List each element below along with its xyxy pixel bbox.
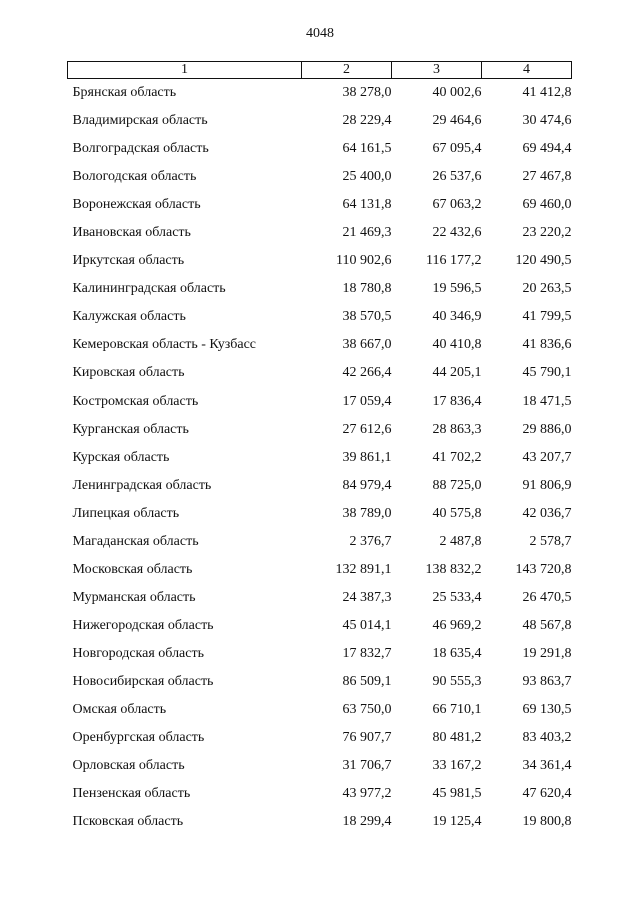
value-cell-col-2: 63 750,0: [342, 702, 392, 718]
value-cell-col-3: 18 635,4: [432, 645, 482, 661]
value-cell-col-4: 26 470,5: [522, 589, 572, 605]
table-row: [68, 472, 572, 500]
table-body: [68, 79, 572, 837]
value-cell-col-2: 110 902,6: [336, 253, 392, 269]
value-cell-col-2: 27 612,6: [342, 421, 392, 437]
value-cell-col-4: 29 886,0: [522, 421, 572, 437]
value-cell-col-3: 17 836,4: [432, 393, 482, 409]
value-cell-col-3: 19 596,5: [432, 281, 482, 297]
column-header-3: 3: [392, 62, 482, 79]
data-table: [67, 61, 572, 836]
value-cell-col-4: 43 207,7: [522, 449, 572, 465]
table-row: [68, 556, 572, 584]
value-cell-col-3: 66 710,1: [432, 702, 482, 718]
value-cell-col-4: 19 291,8: [522, 645, 572, 661]
column-header-1: 1: [68, 62, 302, 79]
table-row: [68, 668, 572, 696]
value-cell-col-2: 17 059,4: [342, 393, 392, 409]
value-cell-col-2: 38 278,0: [342, 85, 392, 101]
region-name-cell: Иркутская область: [72, 253, 185, 269]
value-cell-col-2: 84 979,4: [342, 477, 392, 493]
value-cell-col-4: 20 263,5: [522, 281, 572, 297]
value-cell-col-4: 47 620,4: [522, 786, 572, 802]
value-cell-col-2: 38 789,0: [342, 505, 392, 521]
table-row: [68, 388, 572, 416]
value-cell-col-2: 38 667,0: [342, 337, 392, 353]
value-cell-col-2: 18 299,4: [342, 814, 392, 830]
value-cell-col-2: 45 014,1: [342, 617, 392, 633]
table-row: [68, 780, 572, 808]
region-name-cell: Вологодская область: [72, 169, 197, 185]
value-cell-col-3: 22 432,6: [432, 225, 482, 241]
table-header: [68, 62, 572, 79]
value-cell-col-4: 42 036,7: [522, 505, 572, 521]
value-cell-col-3: 26 537,6: [432, 169, 482, 185]
region-name-cell: Московская область: [72, 561, 193, 577]
value-cell-col-4: 41 799,5: [522, 309, 572, 325]
region-name-cell: Воронежская область: [72, 197, 201, 213]
value-cell-col-4: 48 567,8: [522, 617, 572, 633]
value-cell-col-4: 83 403,2: [522, 730, 572, 746]
table-row: [68, 163, 572, 191]
value-cell-col-2: 24 387,3: [342, 589, 392, 605]
table-row: [68, 79, 572, 108]
table-row: [68, 275, 572, 303]
value-cell-col-3: 19 125,4: [432, 814, 482, 830]
value-cell-col-2: 86 509,1: [342, 674, 392, 689]
value-cell-col-2: 17 832,7: [342, 645, 392, 661]
value-cell-col-4: 120 490,5: [515, 253, 572, 269]
region-name-cell: Пензенская область: [72, 786, 191, 802]
table-row: [68, 359, 572, 387]
value-cell-col-2: 25 400,0: [342, 169, 392, 185]
value-cell-col-3: 45 981,5: [432, 786, 482, 802]
region-name-cell: Ивановская область: [72, 225, 191, 241]
table-row: [68, 219, 572, 247]
value-cell-col-4: 18 471,5: [522, 393, 572, 409]
value-cell-col-3: 88 725,0: [432, 477, 482, 493]
value-cell-col-4: 69 130,5: [522, 702, 572, 718]
value-cell-col-2: 76 907,7: [342, 730, 392, 746]
value-cell-col-4: 91 806,9: [522, 477, 572, 493]
region-name-cell: Брянская область: [72, 85, 177, 101]
value-cell-col-3: 41 702,2: [432, 449, 482, 465]
table-row: [68, 724, 572, 752]
region-name-cell: Новосибирская область: [72, 674, 214, 689]
value-cell-col-4: 143 720,8: [515, 561, 572, 577]
table-row: [68, 528, 572, 556]
value-cell-col-4: 34 361,4: [522, 758, 572, 774]
value-cell-col-2: 18 780,8: [342, 281, 392, 297]
value-cell-col-3: 33 167,2: [432, 758, 482, 774]
value-cell-col-2: 28 229,4: [342, 113, 392, 129]
value-cell-col-4: 41 412,8: [522, 85, 572, 101]
value-cell-col-4: 27 467,8: [522, 169, 572, 185]
region-name-cell: Курская область: [72, 449, 170, 465]
table-row: [68, 612, 572, 640]
value-cell-col-4: 69 494,4: [522, 141, 572, 157]
region-name-cell: Новгородская область: [72, 645, 204, 661]
table-row: [68, 331, 572, 359]
value-cell-col-2: 43 977,2: [342, 786, 392, 802]
value-cell-col-2: 39 861,1: [342, 449, 392, 465]
table-row: [68, 752, 572, 780]
value-cell-col-3: 80 481,2: [432, 730, 482, 746]
region-name-cell: Нижегородская область: [72, 617, 214, 633]
table-row: [68, 584, 572, 612]
page-number: 4048: [306, 26, 334, 41]
region-name-cell: Калининградская область: [72, 281, 226, 297]
value-cell-col-3: 28 863,3: [432, 421, 482, 437]
value-cell-col-3: 40 410,8: [432, 337, 482, 353]
region-name-cell: Псковская область: [72, 814, 184, 830]
value-cell-col-4: 69 460,0: [522, 197, 572, 213]
table-row: [68, 808, 572, 836]
table-row: [68, 135, 572, 163]
region-name-cell: Кировская область: [72, 365, 185, 381]
value-cell-col-3: 40 346,9: [432, 309, 482, 325]
header-row: [68, 62, 572, 79]
value-cell-col-3: 67 063,2: [432, 197, 482, 213]
region-name-cell: Ленинградская область: [72, 477, 212, 493]
value-cell-col-2: 21 469,3: [342, 225, 392, 241]
value-cell-col-3: 46 969,2: [432, 617, 482, 633]
region-name-cell: Волгоградская область: [72, 141, 209, 157]
value-cell-col-2: 2 376,7: [349, 533, 392, 549]
table-row: [68, 303, 572, 331]
region-name-cell: Костромская область: [72, 393, 199, 409]
region-name-cell: Магаданская область: [72, 533, 199, 549]
region-name-cell: Кемеровская область - Кузбасс: [72, 337, 257, 353]
value-cell-col-2: 31 706,7: [342, 758, 392, 774]
region-name-cell: Орловская область: [72, 758, 185, 774]
value-cell-col-3: 138 832,2: [425, 561, 482, 577]
table-row: [68, 107, 572, 135]
value-cell-col-4: 41 836,6: [522, 337, 572, 353]
table-row: [68, 444, 572, 472]
value-cell-col-2: 38 570,5: [342, 309, 392, 325]
table-row: [68, 696, 572, 724]
value-cell-col-3: 44 205,1: [432, 365, 482, 381]
column-header-4: 4: [482, 62, 572, 79]
region-name-cell: Владимирская область: [72, 113, 208, 129]
region-name-cell: Омская область: [72, 702, 167, 718]
value-cell-col-3: 40 002,6: [432, 85, 482, 101]
table-row: [68, 191, 572, 219]
value-cell-col-2: 42 266,4: [342, 365, 392, 381]
value-cell-col-2: 64 131,8: [342, 197, 392, 213]
value-cell-col-3: 29 464,6: [432, 113, 482, 129]
table-row: [68, 640, 572, 668]
region-name-cell: Оренбургская область: [72, 730, 205, 746]
table-row: [68, 416, 572, 444]
region-name-cell: Липецкая область: [72, 505, 180, 521]
value-cell-col-3: 116 177,2: [426, 253, 482, 269]
value-cell-col-4: 30 474,6: [522, 113, 572, 129]
value-cell-col-4: 19 800,8: [522, 814, 572, 830]
value-cell-col-2: 132 891,1: [335, 561, 392, 577]
value-cell-col-3: 2 487,8: [439, 533, 482, 549]
value-cell-col-3: 40 575,8: [432, 505, 482, 521]
table-row: [68, 247, 572, 275]
value-cell-col-4: 93 863,7: [522, 674, 572, 689]
value-cell-col-3: 67 095,4: [432, 141, 482, 157]
region-name-cell: Курганская область: [72, 421, 189, 437]
region-name-cell: Мурманская область: [72, 589, 196, 605]
value-cell-col-4: 45 790,1: [522, 365, 572, 381]
table-row: [68, 500, 572, 528]
region-name-cell: Калужская область: [72, 309, 186, 325]
value-cell-col-4: 2 578,7: [529, 533, 572, 549]
column-header-2: 2: [302, 62, 392, 79]
value-cell-col-3: 90 555,3: [432, 674, 482, 689]
value-cell-col-2: 64 161,5: [342, 141, 392, 157]
data-table-container: [67, 61, 571, 836]
value-cell-col-3: 25 533,4: [432, 589, 482, 605]
value-cell-col-4: 23 220,2: [522, 225, 572, 241]
